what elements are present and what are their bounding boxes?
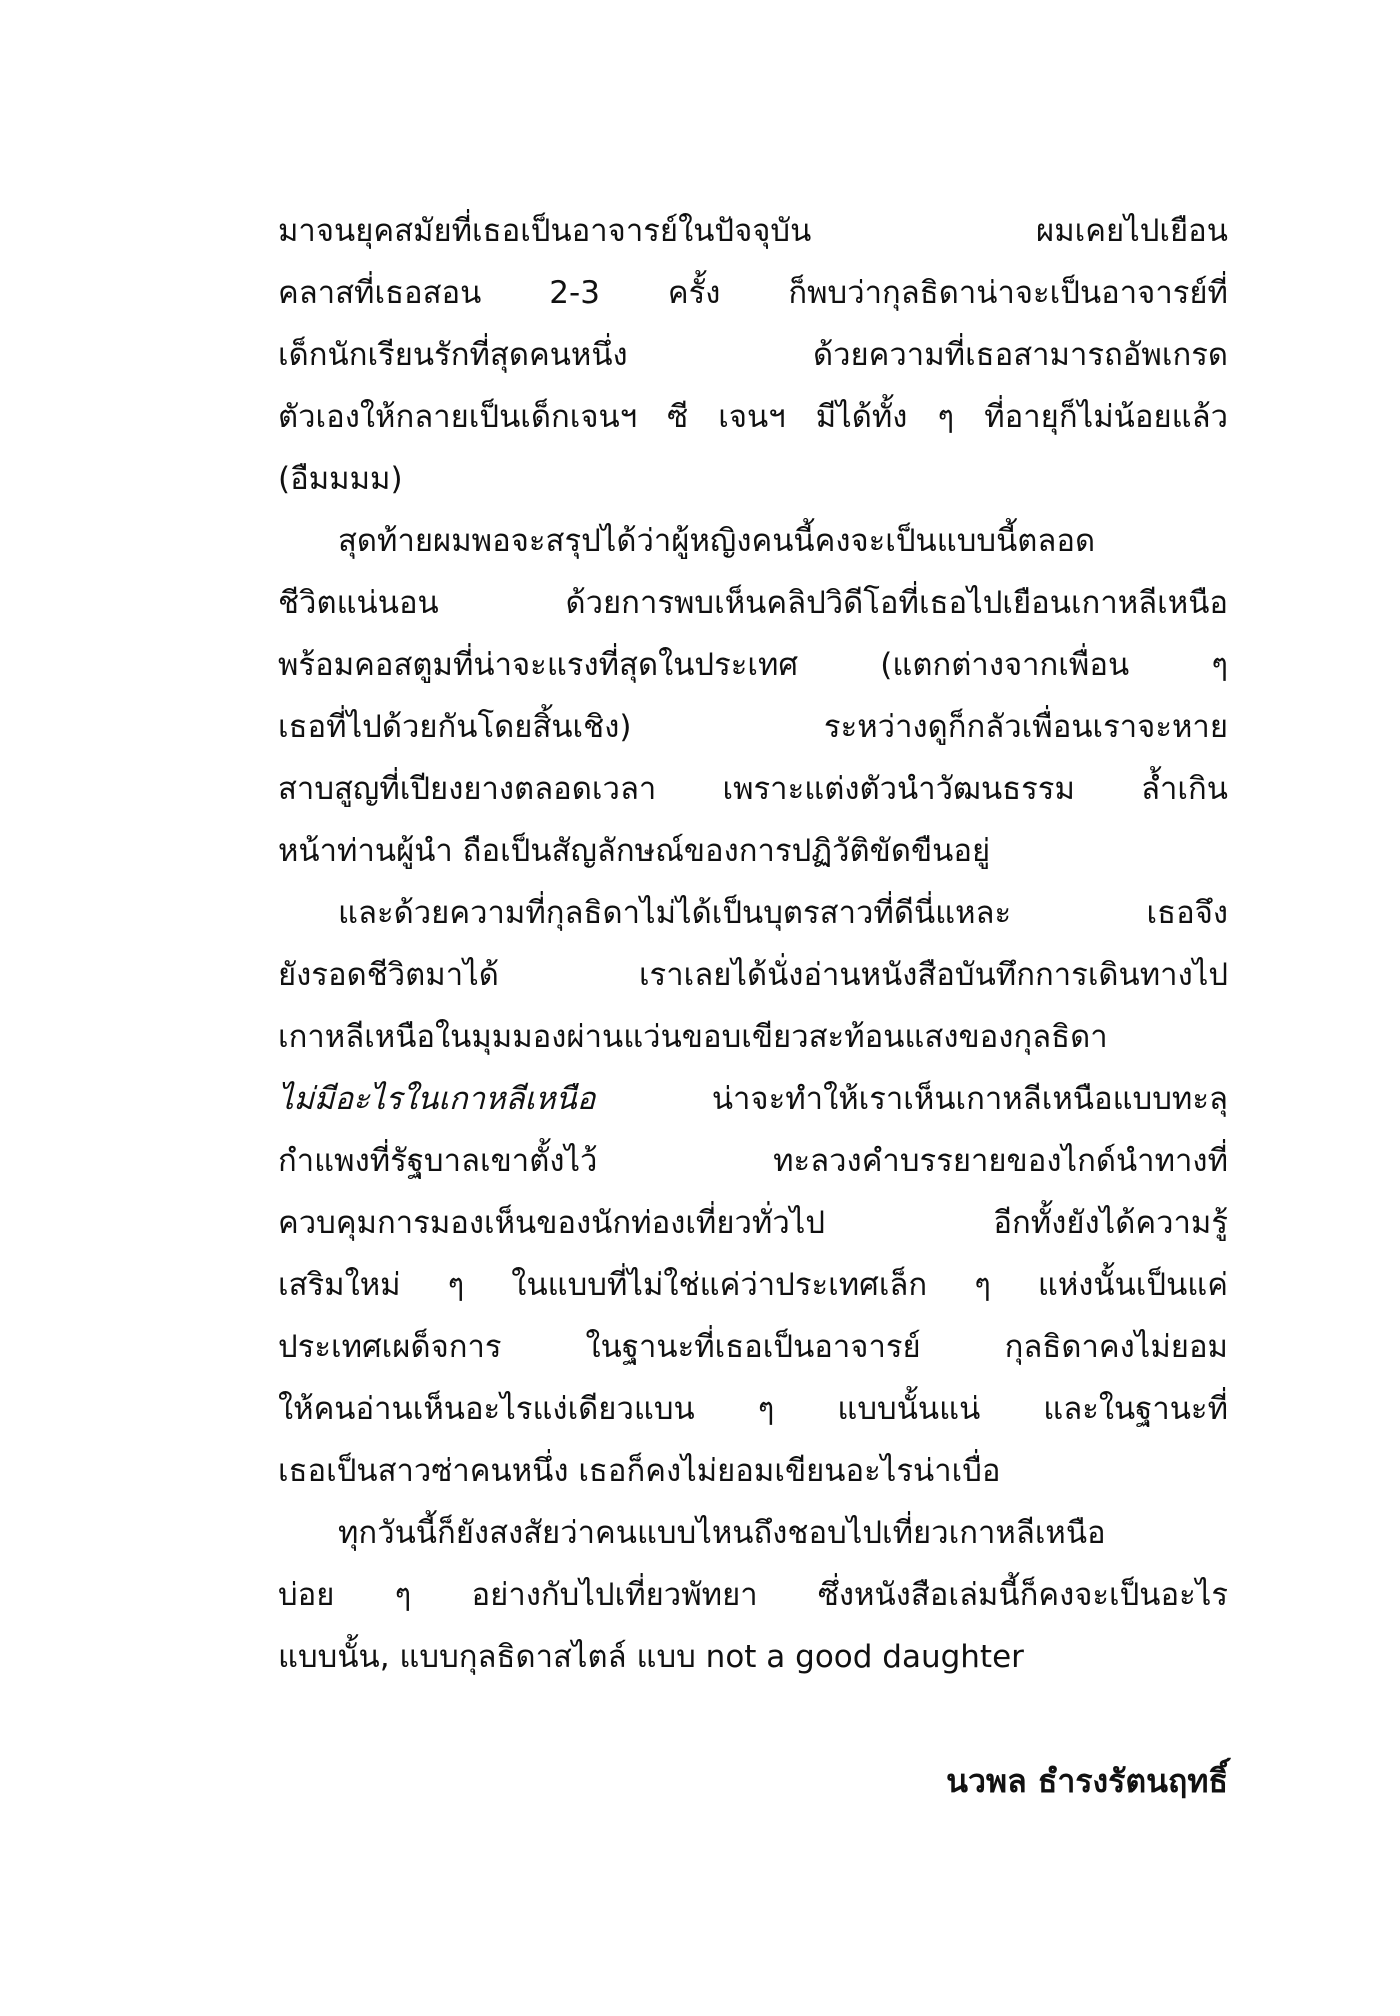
paragraph-line: ควบคุมการมองเห็นของนักท่องเที่ยวทั่วไป อีกทั้งยังได้ความรู้ <box>278 1205 1228 1241</box>
paragraph-line: (อืมมมม) <box>278 461 403 497</box>
paragraph-line: สาบสูญที่เปียงยางตลอดเวลา เพราะแต่งตัวนำวัฒนธรรม ล้ำเกิน <box>278 771 1228 807</box>
paragraph-line: ยังรอดชีวิตมาได้ เราเลยได้นั่งอ่านหนังสือบันทึกการเดินทางไป <box>278 957 1228 993</box>
paragraph-line: มาจนยุคสมัยที่เธอเป็นอาจารย์ในปัจจุบัน ผมเคยไปเยือน <box>278 213 1228 249</box>
body-text <box>278 200 1228 1688</box>
paragraph-line: ประเทศเผด็จการ ในฐานะที่เธอเป็นอาจารย์ กุลธิดาคงไม่ยอม <box>278 1329 1228 1365</box>
paragraph-line: บ่อย ๆ อย่างกับไปเที่ยวพัทยา ซึ่งหนังสือเล่มนี้ก็คงจะเป็นอะไร <box>278 1577 1228 1613</box>
paragraph-line: ตัวเองให้กลายเป็นเด็กเจนฯ ซี เจนฯ มีได้ทั้ง ๆ ที่อายุก็ไม่น้อยแล้ว <box>278 399 1228 435</box>
paragraph-line: เกาหลีเหนือในมุมมองผ่านแว่นขอบเขียวสะท้อนแสงของกุลธิดา <box>278 1019 1108 1055</box>
paragraph-line: ชีวิตแน่นอน ด้วยการพบเห็นคลิปวิดีโอที่เธอไปเยือนเกาหลีเหนือ <box>278 585 1228 621</box>
paragraph-line: เธอที่ไปด้วยกันโดยสิ้นเชิง) ระหว่างดูก็กลัวเพื่อนเราจะหาย <box>278 709 1228 745</box>
paragraph-line: แบบนั้น, แบบกุลธิดาสไตล์ แบบ not a good daughter <box>278 1639 1024 1675</box>
paragraph-line: ให้คนอ่านเห็นอะไรแง่เดียวแบน ๆ แบบนั้นแน่ และในฐานะที่ <box>278 1391 1228 1427</box>
author-signature: นวพล ธำรงรัตนฤทธิ์ <box>946 1762 1228 1800</box>
paragraph-line-text: น่าจะทำให้เราเห็นเกาหลีเหนือแบบทะลุ <box>711 1081 1228 1117</box>
paragraph-line: หน้าท่านผู้นำ ถือเป็นสัญลักษณ์ของการปฏิวัติขัดขืนอยู่ <box>278 833 991 869</box>
paragraph-line: และด้วยความที่กุลธิดาไม่ได้เป็นบุตรสาวที่ดีนี่แหละ เธอจึง <box>338 895 1228 931</box>
paragraph-line: ทุกวันนี้ก็ยังสงสัยว่าคนแบบไหนถึงชอบไปเที่ยวเกาหลีเหนือ <box>338 1515 1106 1551</box>
paragraph-line: คลาสที่เธอสอน 2-3 ครั้ง ก็พบว่ากุลธิดาน่าจะเป็นอาจารย์ที่ <box>278 275 1228 311</box>
paragraph-line: สุดท้ายผมพอจะสรุปได้ว่าผู้หญิงคนนี้คงจะเป็นแบบนี้ตลอด <box>338 523 1096 559</box>
book-title: ไม่มีอะไรในเกาหลีเหนือ <box>278 1081 596 1117</box>
paragraph-line: เธอเป็นสาวซ่าคนหนึ่ง เธอก็คงไม่ยอมเขียนอะไรน่าเบื่อ <box>278 1453 1001 1489</box>
paragraph-line: เด็กนักเรียนรักที่สุดคนหนึ่ง ด้วยความที่เธอสามารถอัพเกรด <box>278 337 1228 373</box>
paragraph-line: กำแพงที่รัฐบาลเขาตั้งไว้ ทะลวงคำบรรยายของไกด์นำทางที่ <box>278 1143 1228 1179</box>
paragraph-line: เสริมใหม่ ๆ ในแบบที่ไม่ใช่แค่ว่าประเทศเล็ก ๆ แห่งนั้นเป็นแค่ <box>278 1267 1228 1303</box>
paragraph-line-with-title <box>278 1068 1228 1130</box>
paragraph-line: พร้อมคอสตูมที่น่าจะแรงที่สุดในประเทศ (แตกต่างจากเพื่อน ๆ <box>278 647 1228 683</box>
